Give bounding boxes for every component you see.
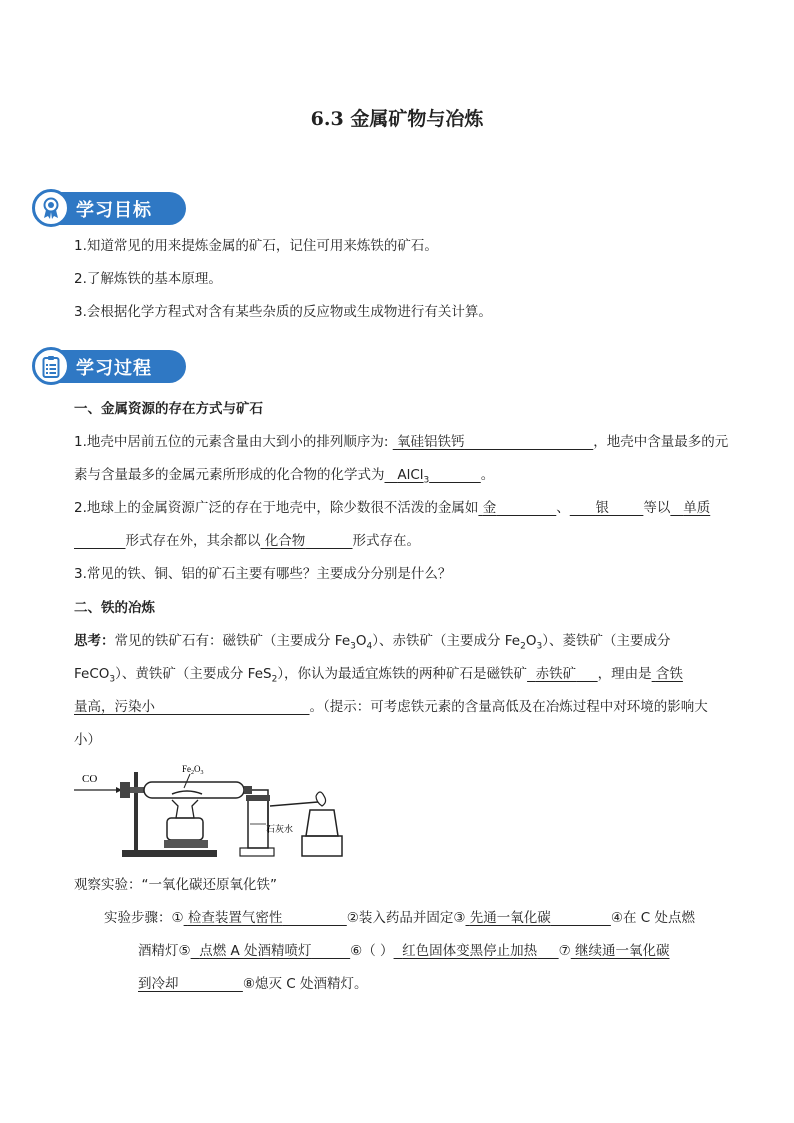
part1-heading: 一、金属资源的存在方式与矿石 — [74, 401, 263, 417]
page-title: 6.3 金属矿物与冶炼 — [310, 108, 484, 130]
answer-reason-1: 含铁 — [655, 666, 683, 682]
answer-silver: 银 — [595, 500, 610, 516]
steps-line-3: 到冷却 ⑧熄灭 C 处酒精灯。 — [138, 976, 368, 992]
co-label: CO — [82, 773, 98, 785]
section-banner-goals — [34, 190, 186, 226]
section-banner-process — [34, 348, 186, 384]
step-7-answer-cont: 到冷却 — [138, 976, 179, 992]
section-title-process: 学习过程 — [76, 358, 152, 379]
section-title-goals: 学习目标 — [76, 200, 152, 221]
think-line-3: 量高，污染小 。（提示：可考虑铁元素的含量高低及在冶炼过程中对环境的影响大 — [74, 699, 708, 715]
steps-line-1: 实验步骤：① 检查装置气密性 ②装入药品并固定③ 先通一氧化碳 ④在 C 处点燃 — [104, 910, 695, 926]
answer-gold: 金 — [482, 500, 497, 516]
part2-heading: 二、铁的冶炼 — [74, 600, 155, 616]
question-1-line-2: 素与含量最多的金属元素所形成的化合物的化学式为 AlCl$_3$ 。 — [74, 467, 495, 486]
award-ribbon-icon — [32, 189, 70, 227]
step-1-answer: 检查装置气密性 — [187, 910, 283, 926]
step-3-answer: 先通一氧化碳 — [469, 910, 551, 926]
step-7-answer: 继续通一氧化碳 — [575, 943, 670, 959]
answer-single: 单质 — [683, 500, 711, 516]
answer-reason-2: 量高，污染小 — [74, 699, 155, 715]
fe2o3-label: $Fe_2O_3$ — [182, 764, 204, 776]
limewater-label: 石灰水 — [266, 825, 294, 835]
think-line-4: 小） — [74, 732, 101, 748]
answer-elements: 氧硅铝铁钙 — [397, 434, 465, 450]
question-2-line-1: 2.地球上的金属资源广泛的存在于地壳中，除少数很不活泼的金属如 金 、 银 等以 单质 — [74, 500, 711, 516]
question-3: 3.常见的铁、铜、铝的矿石主要有哪些？主要成分分别是什么？ — [74, 566, 452, 582]
answer-compound: 化合物 — [264, 533, 306, 549]
think-line-2: FeCO$_3$）、黄铁矿（主要成分 FeS$_2$），你认为最适宜炼铁的两种矿石是磁铁矿 赤铁矿 ，理由是 含铁 — [74, 666, 683, 685]
step-6-answer: 红色固体变黑停止加热 — [402, 943, 538, 959]
answer-formula: AlCl$_3$ — [397, 467, 430, 486]
question-1-line-1: 1.地壳中居前五位的元素含量由大到小的排列顺序为: 氧硅铝铁钙 ，地壳中含量最多的元 — [74, 434, 729, 450]
clipboard-list-icon — [32, 347, 70, 385]
observe-line: 观察实验：“一氧化碳还原氧化铁” — [74, 877, 277, 893]
question-2-line-2: 形式存在外，其余都以 化合物 形式存在。 — [74, 531, 420, 551]
steps-line-2: 酒精灯⑤ 点燃 A 处酒精喷灯 ⑥（ ） 红色固体变黑停止加热 ⑦ 继续通一氧化碳 — [138, 943, 670, 959]
answer-single-blank — [74, 533, 126, 549]
answer-ore: 赤铁矿 — [535, 666, 577, 682]
step-5-answer: 点燃 A 处酒精喷灯 — [199, 943, 312, 959]
goal-item: 3.会根据化学方程式对含有某些杂质的反应物或生成物进行有关计算。 — [74, 304, 492, 320]
apparatus-diagram — [72, 762, 362, 860]
goal-item: 2.了解炼铁的基本原理。 — [74, 271, 222, 287]
goal-item: 1.知道常见的用来提炼金属的矿石，记住可用来炼铁的矿石。 — [74, 238, 438, 254]
think-line-1: 思考：常见的铁矿石有：磁铁矿（主要成分 $Fe_3O_4$）、赤铁矿（主要成分 $Fe_2O_3$）、菱铁矿（主要成分 — [74, 633, 671, 652]
